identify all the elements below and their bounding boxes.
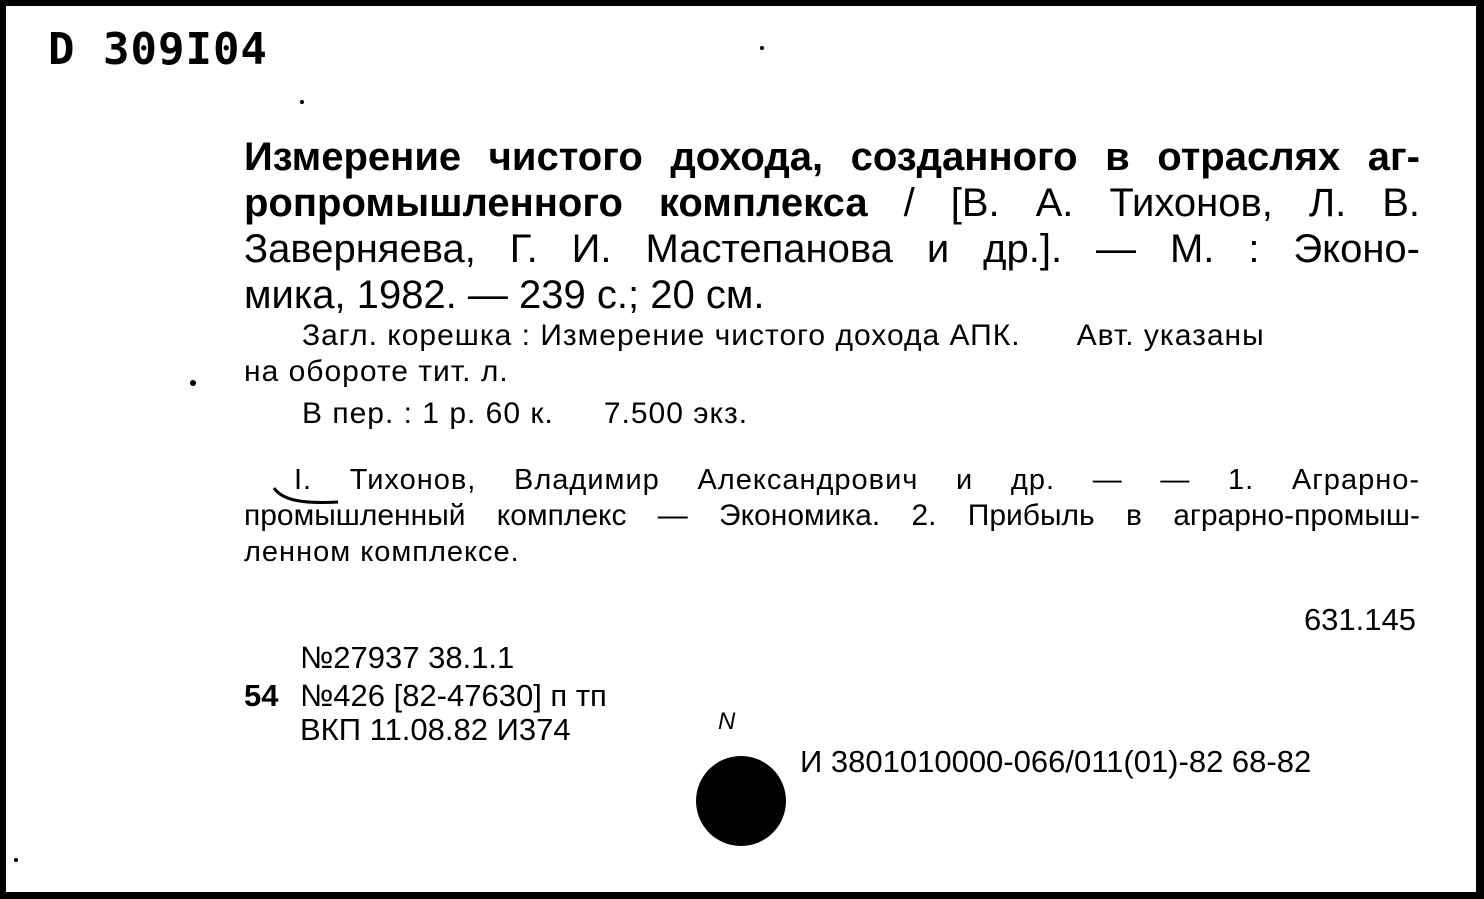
copies: 7.500 экз. <box>603 397 749 430</box>
title-line-3: Заверняева, Г. И. Мастепанова и др.]. — М. : Эконо- <box>244 227 1420 271</box>
pencil-mark: N <box>718 708 736 735</box>
title-line-2 <box>244 180 1420 226</box>
note-line-1-authors: Авт. указаны <box>1076 319 1265 352</box>
title-line-2-bold: ропромышленного комплекса <box>244 181 868 225</box>
speck <box>300 100 304 104</box>
title-line-1: Измерение чистого дохода, созданного в отраслях аг- <box>244 135 1420 179</box>
subject-line-2: промышленный комплекс — Экономика. 2. Прибыль в аграрно-промыш- <box>244 499 1420 532</box>
catalog-card <box>4 4 1478 894</box>
index-code: И 3801010000-066/011(01)-82 68-82 <box>800 744 1312 779</box>
title-block <box>244 134 1420 318</box>
title-line-4: мика, 1982. — 239 с.; 20 см. <box>244 273 765 317</box>
punch-hole <box>696 756 786 846</box>
udc-code: 631.145 <box>1303 602 1416 637</box>
price: В пер. : 1 р. 60 к. <box>302 397 554 430</box>
note-line-1 <box>244 318 1420 354</box>
reg-line-2: №426 [82-47630] п тп <box>300 678 607 713</box>
reg-line-1: №27937 38.1.1 <box>300 640 515 675</box>
subject-line-1: I. Тихонов, Владимир Александрович и др. — — 1. Аграрно- <box>294 464 1420 496</box>
reg-prefix: 54 <box>244 678 279 713</box>
card-code: D 309I04 <box>48 24 268 75</box>
speck <box>190 380 196 386</box>
note-block <box>244 318 1420 432</box>
title-line-2-authors: / [В. А. Тихонов, Л. В. <box>867 181 1420 225</box>
subject-line-3: ленном комплексе. <box>244 536 520 568</box>
speck <box>760 46 764 50</box>
reg-line-3: ВКП 11.08.82 И374 <box>300 712 571 747</box>
subject-block <box>244 462 1420 570</box>
price-line <box>244 396 1420 432</box>
note-line-2: на обороте тит. л. <box>244 355 509 388</box>
speck <box>14 858 18 862</box>
note-line-1-title: Загл. корешка : Измерение чистого дохода АПК. <box>302 319 1021 352</box>
